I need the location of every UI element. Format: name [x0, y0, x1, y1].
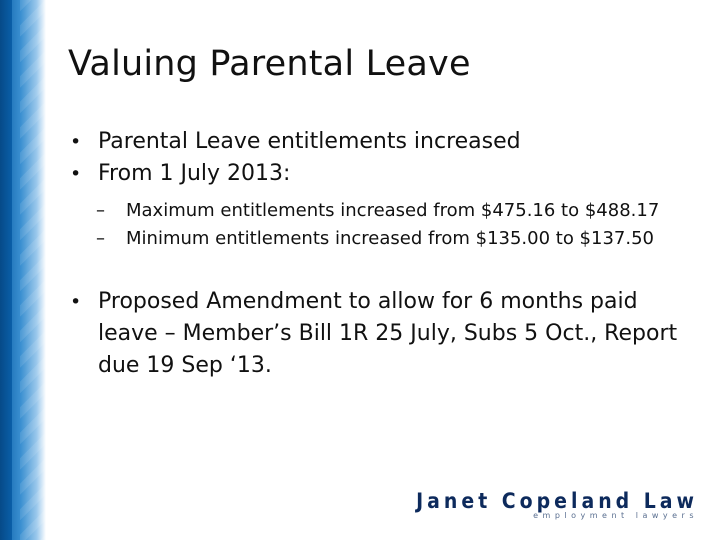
bullet-item: [68, 158, 688, 190]
decorative-left-band: [0, 0, 46, 540]
bullet-text: Parental Leave entitlements increased: [98, 129, 521, 154]
slide-body: [68, 126, 688, 382]
bullet-list: [68, 126, 688, 190]
logo-name: Janet Copeland Law: [416, 489, 698, 513]
company-logo: [416, 489, 698, 520]
sub-bullet-item: [96, 228, 688, 249]
slide-title: Valuing Parental Leave: [68, 44, 471, 84]
bullet-item: [68, 126, 688, 158]
bullet-item: [68, 286, 688, 382]
sub-bullet-text: Maximum entitlements increased from $475.16 to $488.17: [126, 200, 660, 221]
sub-bullet-text: Minimum entitlements increased from $135.00 to $137.50: [126, 228, 654, 249]
bullet-list-2: [68, 286, 688, 382]
bullet-icon: •: [70, 291, 82, 313]
logo-tagline: employment lawyers: [533, 511, 698, 520]
bullet-text: Proposed Amendment to allow for 6 months paid leave – Member’s Bill 1R 25 July, Subs 5 Oct., Report due 19 Sep ‘13.: [98, 289, 678, 378]
sub-bullet-list: [96, 200, 688, 249]
sub-bullet-item: [96, 200, 688, 221]
dash-icon: –: [96, 200, 105, 221]
dash-icon: –: [96, 228, 105, 249]
bullet-icon: •: [70, 163, 82, 185]
bullet-icon: •: [70, 131, 82, 153]
bullet-text: From 1 July 2013:: [98, 161, 291, 186]
